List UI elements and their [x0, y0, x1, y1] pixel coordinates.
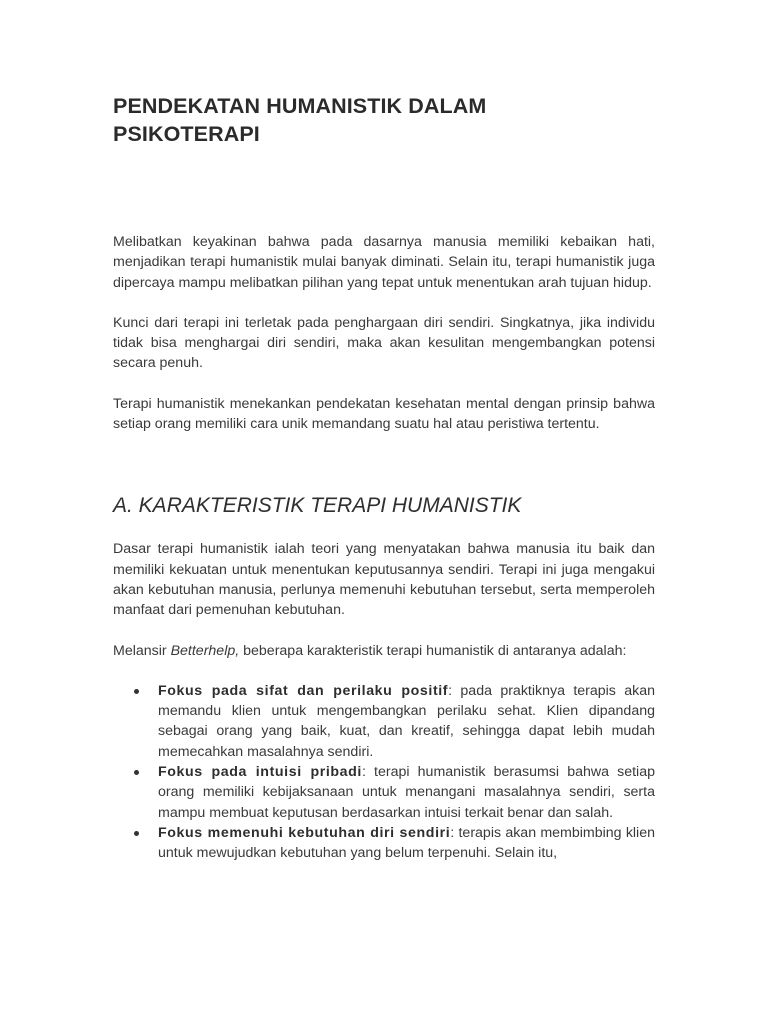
- intro-suffix: beberapa karakteristik terapi humanistik di antaranya adalah:: [239, 642, 627, 659]
- list-item: [113, 823, 655, 864]
- list-item-text: : pada praktiknya terapis akan memandu klien untuk mengembangkan perilaku sehat. Klien dipandang sebagai orang yang baik, kuat, dan kreatif, sehingga dapat lebih mudah memecahkan masalahnya sendiri.: [158, 682, 655, 760]
- list-item-bold: Fokus pada sifat dan perilaku positif: [158, 682, 449, 699]
- list-item-bold: Fokus pada intuisi pribadi: [158, 764, 362, 781]
- list-item: [113, 762, 655, 823]
- bullet-icon: [134, 831, 139, 836]
- source-name: Betterhelp,: [170, 642, 240, 659]
- section-a-intro: [113, 641, 655, 661]
- list-item-bold: Fokus memenuhi kebutuhan diri sendiri: [158, 824, 451, 841]
- intro-paragraph-2: Kunci dari terapi ini terletak pada penghargaan diri sendiri. Singkatnya, jika individu tidak bisa menghargai diri sendiri, maka akan kesulitan mengembangkan potensi secara penuh.: [113, 314, 655, 372]
- document-title: [113, 92, 655, 148]
- list-item-text: : terapis akan membimbing klien untuk mewujudkan kebutuhan yang belum terpenuhi. Selain itu,: [158, 824, 655, 862]
- intro-paragraph-3: Terapi humanistik menekankan pendekatan kesehatan mental dengan prinsip bahwa setiap orang memiliki cara unik memandang suatu hal atau peristiwa tertentu.: [113, 395, 655, 433]
- characteristics-list: [113, 681, 655, 864]
- bullet-icon: [134, 770, 139, 775]
- intro-paragraph-1: Melibatkan keyakinan bahwa pada dasarnya manusia memiliki kebaikan hati, menjadikan terapi humanistik mulai banyak diminati. Selain itu, terapi humanistik juga dipercaya mampu melibatkan pilihan yang tepat untuk menentukan arah tujuan hidup.: [113, 234, 655, 291]
- bullet-icon: [134, 689, 139, 694]
- title-line-2: PSIKOTERAPI: [113, 122, 260, 146]
- list-item: [113, 681, 655, 762]
- document-page: [113, 92, 655, 864]
- spacer: [113, 454, 655, 492]
- title-line-1: PENDEKATAN HUMANISTIK DALAM: [113, 94, 487, 118]
- section-a-paragraph: Dasar terapi humanistik ialah teori yang menyatakan bahwa manusia itu baik dan memiliki kekuatan untuk menentukan keputusannya sendiri. Terapi ini juga mengakui akan kebutuhan manusia, perlunya memenuhi kebutuhan tersebut, serta memperoleh manfaat dari pemenuhan kebutuhan.: [113, 541, 655, 619]
- list-item-text: : terapi humanistik berasumsi bahwa setiap orang memiliki kebijaksanaan untuk menangani masalahnya sendiri, serta mampu membuat keputusan berdasarkan intuisi terkait benar dan salah.: [158, 764, 655, 821]
- spacer: [113, 148, 655, 232]
- section-a-heading: A. KARAKTERISTIK TERAPI HUMANISTIK: [113, 494, 522, 518]
- intro-prefix: Melansir: [113, 642, 171, 659]
